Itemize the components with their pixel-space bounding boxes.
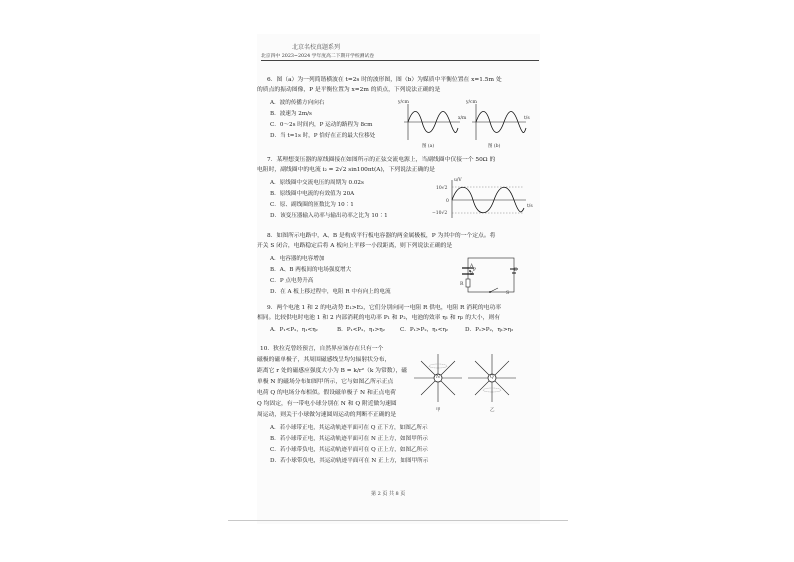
q10-option-d: D．若小球带负电，其运动轨迹平面可在 N 正上方，如图甲所示: [270, 458, 429, 464]
q7-stem-line1: 7．某理想变压器的原线圈接在如图所示的正弦交流电源上，当副线圈中仅接一个 50Ω 的: [267, 157, 496, 163]
q10-charge-q: Q: [490, 375, 494, 380]
header-rule: [261, 60, 539, 61]
q8-option-a: A．电容器的电容增加: [270, 256, 325, 262]
page-footer: 第 2 页 共 8 页: [371, 491, 406, 497]
q7-option-c: C．原、副线圈的匝数比为 10∶1: [270, 202, 354, 208]
q6-option-a: A．波的传播方向向右: [270, 100, 325, 106]
exam-header: 北京四中 2023~2024 学年度高二下期开学校测试卷: [261, 54, 375, 59]
series-title: 北京名校真题系列: [292, 44, 341, 51]
q6-caption-a: 图 (a): [422, 144, 435, 149]
q8-option-b: B．A、B 两板间的电场强度增大: [270, 267, 352, 273]
q10-line1: 10．狄拉克曾经预言，自然界应该存在只有一个: [260, 346, 384, 352]
q8-option-d: D．在 A 板上移过程中，电阻 R 中有向上的电流: [270, 289, 391, 295]
q9-stem-line2: 相同。比较供电时电池 1 和 2 内部消耗的电功率 P₁ 和 P₂，电池的效率 η₁ 和 η₂ 的大小，则有: [257, 315, 500, 321]
q9-option-b: B．P₁<P₂，η₁>η₂: [337, 327, 385, 333]
q10-pole-n: N: [436, 375, 440, 380]
q9-option-d: D．P₁>P₂，η₁>η₂: [465, 327, 514, 333]
q7-option-b: B．原线圈中电流的有效值为 20A: [270, 191, 355, 197]
q7-t-label: t/s: [527, 204, 533, 209]
q6-option-d: D．当 t=1s 时，P 恰好在正的最大位移处: [270, 133, 376, 139]
q8-stem-line2: 开关 S 闭合，电路稳定后将 A 板向上平移一小段距离，则下列说法正确的是: [257, 243, 453, 249]
q10-line2: 磁极的磁单极子，其周围磁感线呈均匀辐射状分布，: [257, 357, 391, 363]
q7-option-d: D．该变压器输入功率与输出功率之比为 10∶1: [270, 213, 388, 219]
q10-line4: 单极 N 的磁场分布如图甲所示，它与如图乙所示正点: [257, 379, 394, 385]
q10-line3: 距离它 r 处的磁感应强度大小为 B = k/r²（k 为常数），磁: [257, 368, 408, 374]
q7-stem-line2: 电阻时，副线圈中的电流 i₂ = 2√2 sin100πt(A)，下列说法正确的是: [257, 167, 435, 173]
q6-axis-y-b: y/cm: [466, 100, 477, 105]
q7-voltage-graph: [440, 178, 532, 220]
q6-caption-b: 图 (b): [488, 144, 501, 149]
q8-label-p: P: [473, 268, 477, 273]
q9-stem-line1: 9．两个电池 1 和 2 的电动势 E₁>E₂，它们分别向同一电阻 R 供电，电阻 R 消耗的电功率: [267, 305, 502, 311]
q7-tick-negative: −10√2: [432, 211, 448, 216]
q10-caption-yi: 乙: [490, 408, 495, 413]
q8-stem-line1: 8．如图所示电路中，A、B 是构成平行板电容器的两金属极板，P 为其中的一个定点。将: [267, 233, 496, 239]
q7-tick-zero: 0: [446, 199, 449, 204]
q9-option-a: A．P₁<P₂，η₁<η₂: [270, 327, 318, 333]
q6-axis-x-a: x/m: [458, 116, 467, 121]
q10-caption-jia: 甲: [436, 408, 441, 413]
q6-option-c: C．0～2s 时间内，P 运动的路程为 8cm: [270, 122, 373, 128]
viewer-divider: [228, 520, 568, 521]
q6-option-b: B．波速为 2m/s: [270, 111, 312, 117]
q8-option-c: C．P 点电势升高: [270, 278, 314, 284]
q6-stem-line1: 6．图（a）为一列简谐横波在 t=2s 时的波形图，图（b）为媒质中平衡位置在 x=1.5m 处: [267, 77, 502, 83]
q9-option-c: C．P₁>P₂，η₁<η₂: [400, 327, 449, 333]
q6-axis-x-b: t/s: [524, 116, 530, 121]
q10-option-c: C．若小球带负电，其运动轨迹平面可在 Q 正上方，如图乙所示: [270, 447, 428, 453]
q10-line6: Q 均固定，有一带电小球分别在 N 和 Q 附近做匀速圆: [257, 401, 397, 407]
q8-label-r: R: [460, 282, 464, 287]
q10-field-figures: [412, 352, 522, 412]
q6-axis-y-a: y/cm: [398, 100, 409, 105]
q8-label-s: S: [506, 291, 510, 296]
q8-label-a: A: [470, 264, 474, 269]
q10-option-b: B．若小球带正电，其运动轨迹平面可在 N 正上方，如图甲所示: [270, 436, 428, 442]
q8-label-b: B: [470, 272, 474, 277]
q10-option-a: A．若小球带正电，其运动轨迹平面可在 Q 正下方，如图乙所示: [270, 425, 428, 431]
q7-tick-positive: 10√2: [436, 186, 448, 191]
q6-stem-line2: 的质点的振动图像，P 是平衡位置为 x=2m 的质点，下列说法正确的是: [257, 87, 441, 93]
q7-u-label: u/V: [454, 178, 462, 183]
q10-line5: 电荷 Q 的电场分布相似。假设磁单极子 N 和正点电荷: [257, 390, 396, 396]
q7-option-a: A．原线圈中交流电压的周期为 0.02s: [270, 180, 364, 186]
q8-label-e: E: [514, 268, 518, 273]
q6-wave-figures: [400, 100, 530, 150]
q10-line7: 周运动，则关于小球做匀速圆周运动的判断不正确的是: [257, 412, 397, 418]
